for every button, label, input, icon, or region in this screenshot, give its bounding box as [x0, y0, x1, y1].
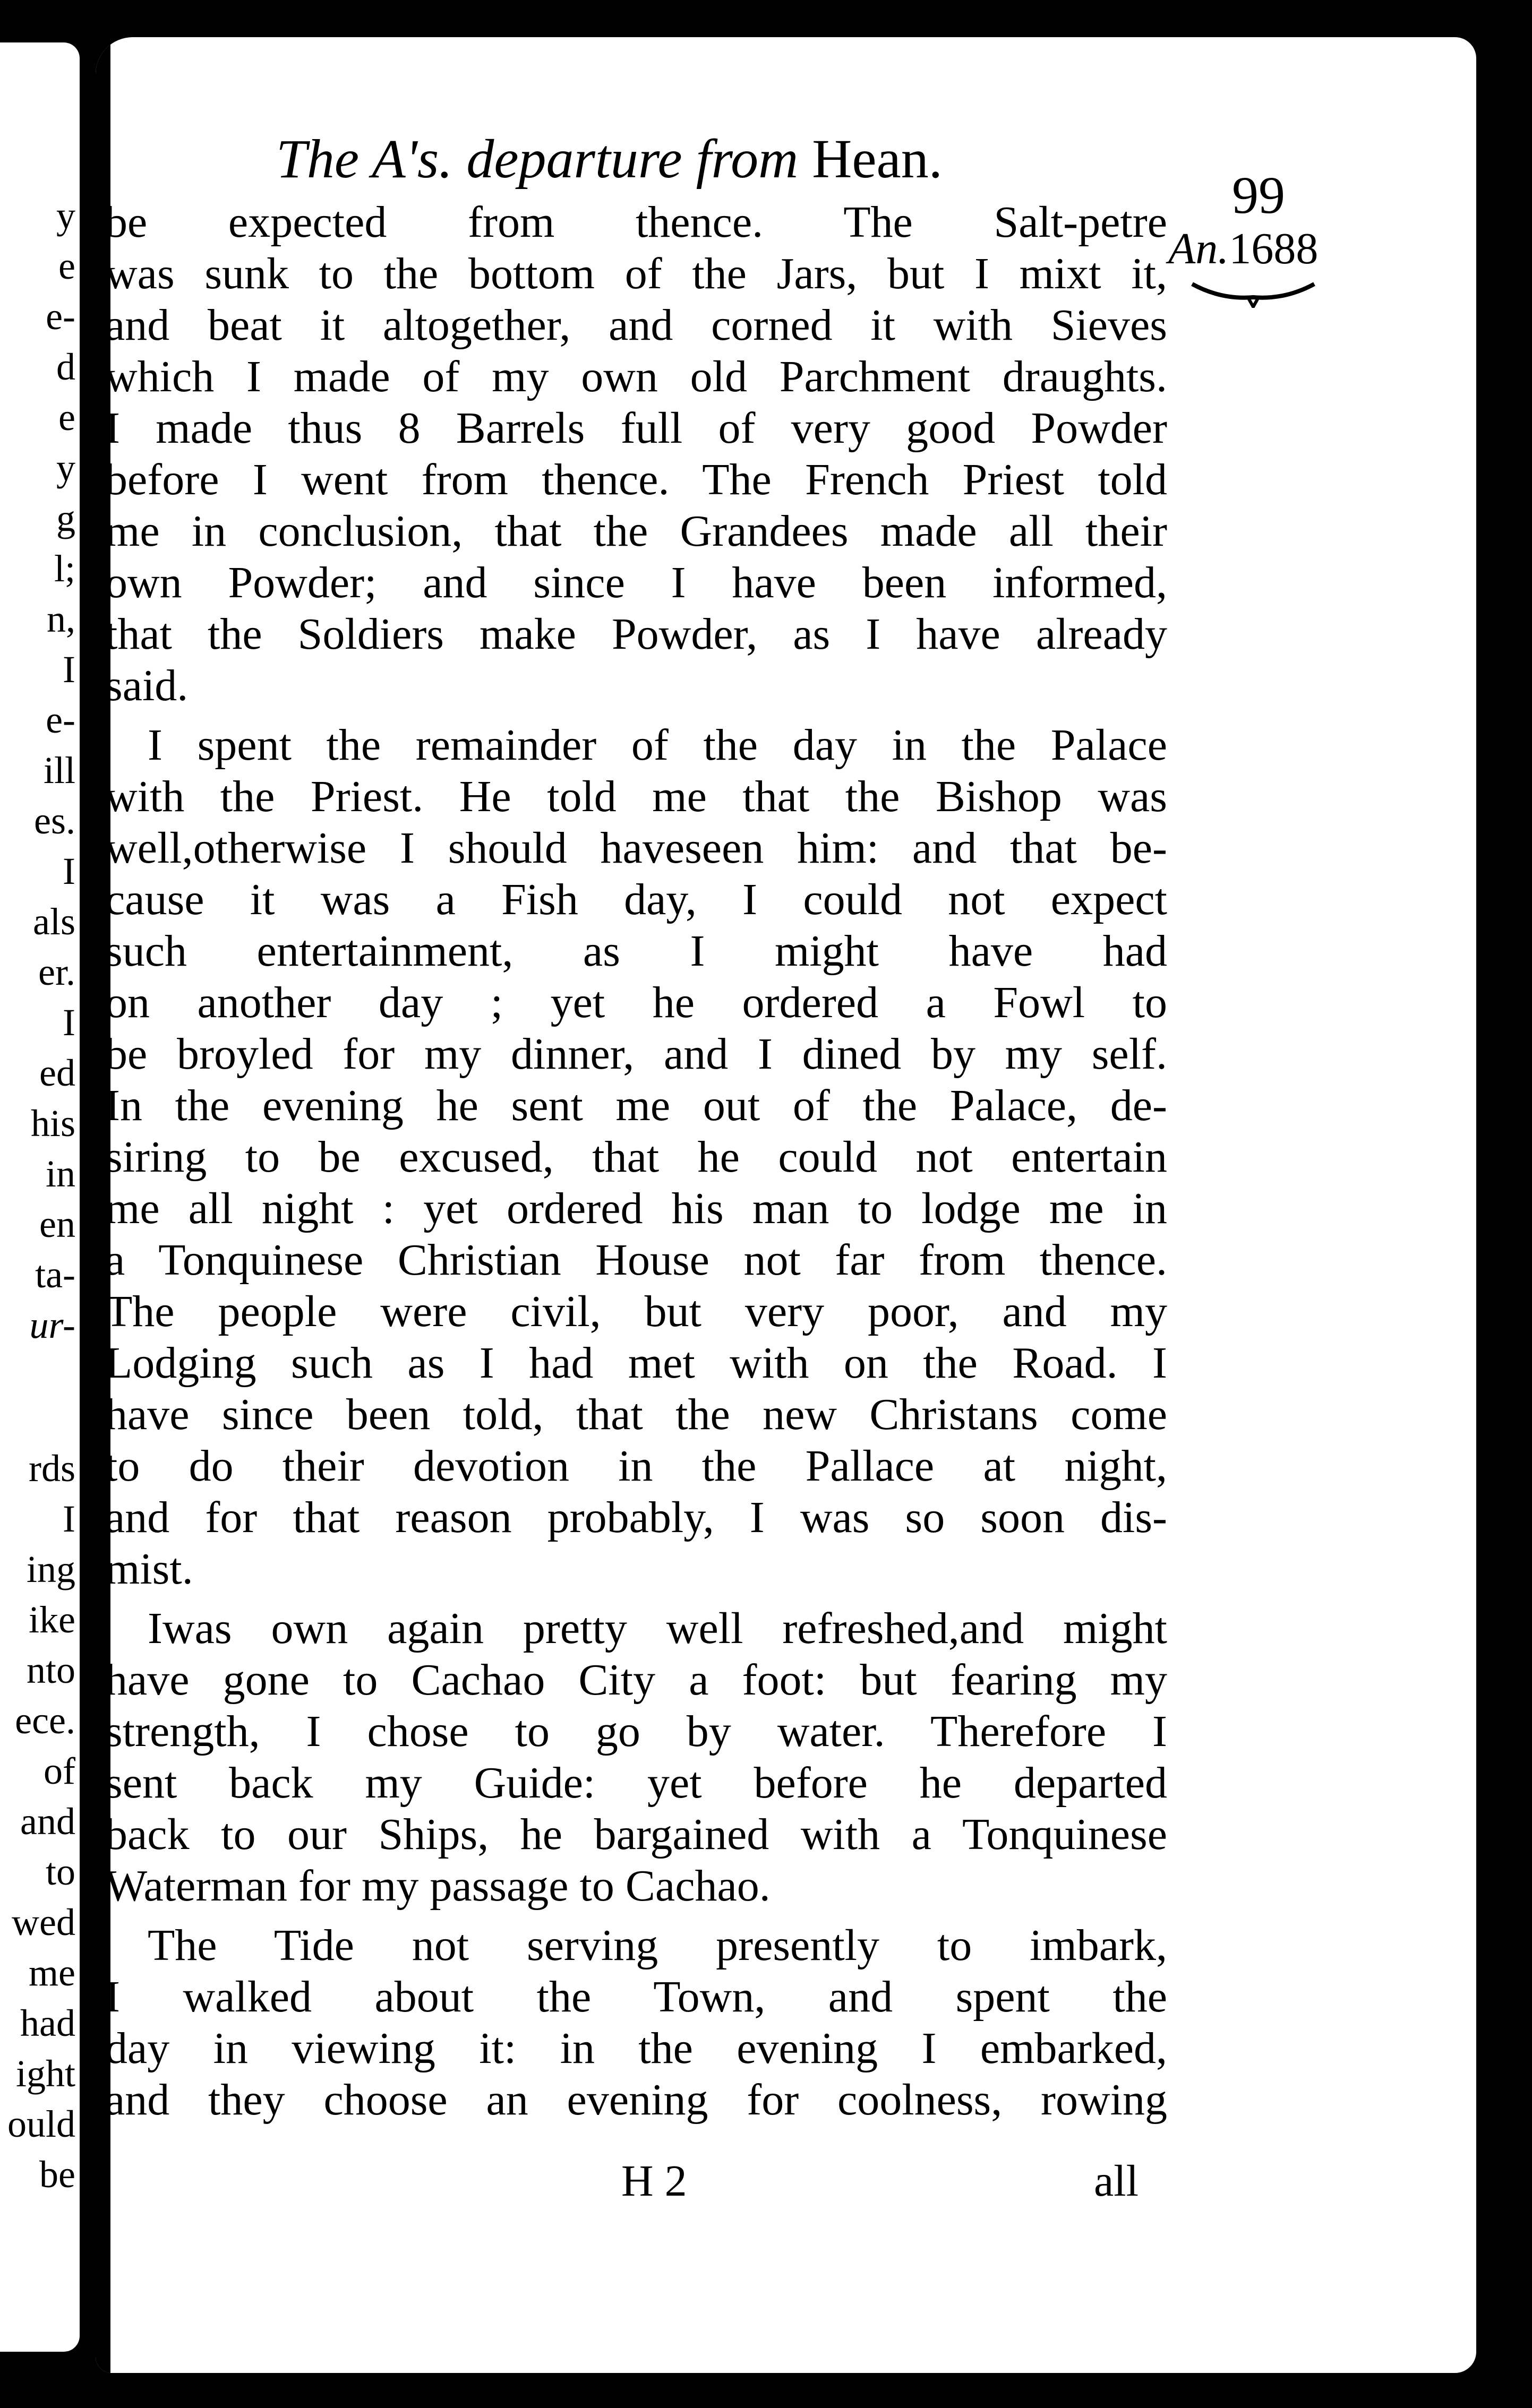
left-page-fragment: g [56, 497, 75, 539]
running-head-title: The A's. departure from [276, 128, 799, 190]
text-line: mist. [105, 1544, 193, 1594]
text-line: be broyled for my dinner, and I dined by my self. [105, 1029, 1167, 1079]
left-page-fragment: als [33, 900, 75, 943]
left-page-fragment: l; [54, 547, 75, 590]
text-line: said. [105, 661, 189, 710]
left-page-fragment: be [39, 2153, 75, 2196]
page-number: 99 [1232, 166, 1285, 225]
left-page-fragment: y [56, 194, 75, 237]
text-line: and for that reason probably, I was so soon dis- [105, 1493, 1167, 1542]
left-page-fragment: ta- [35, 1253, 75, 1296]
left-page-fragment: to [45, 1851, 75, 1893]
text-line: that the Soldiers make Powder, as I have already [105, 609, 1167, 659]
left-page-fragment: e [58, 396, 75, 438]
left-page-fragment: I [63, 1498, 75, 1540]
margin-year: 1688 [1229, 224, 1319, 273]
left-page-fragment: en [39, 1203, 75, 1245]
text-line: and beat it altogether, and corned it with Sieves [105, 300, 1167, 350]
left-page-fragment: ike [29, 1598, 75, 1641]
text-line: Lodging such as I had met with on the Road. I [105, 1338, 1167, 1388]
text-line: Waterman for my passage to Cachao. [105, 1861, 771, 1911]
text-line: well,otherwise I should haveseen him: and that be- [105, 823, 1167, 873]
left-page-fragment: had [20, 2002, 75, 2044]
catchword: all [1094, 2156, 1139, 2206]
text-line: on another day ; yet he ordered a Fowl to [105, 978, 1167, 1027]
left-page-fragment: e [58, 245, 75, 287]
left-page-fragment: ece. [15, 1699, 75, 1742]
left-page-fragment: y [56, 446, 75, 489]
text-line: me in conclusion, that the Grandees made all their [105, 506, 1167, 556]
text-line: own Powder; and since I have been informed, [105, 558, 1167, 607]
left-page-fragment: and [20, 1800, 75, 1843]
text-line: which I made of my own old Parchment draughts. [105, 352, 1167, 401]
left-page-fragment: I [63, 850, 75, 892]
margin-brace-ornament [1189, 276, 1317, 308]
book-page [96, 37, 1476, 2373]
left-page-fragment: I [63, 1001, 75, 1044]
text-line: and they choose an evening for coolness, rowing [105, 2075, 1167, 2125]
left-page-fragment: wed [12, 1901, 75, 1943]
text-line: I made thus 8 Barrels full of very good Powder [105, 403, 1167, 453]
text-line: back to our Ships, he bargained with a Tonquinese [105, 1810, 1167, 1859]
text-line: The people were civil, but very poor, and my [105, 1287, 1167, 1336]
signature-mark: H 2 [621, 2156, 687, 2206]
left-page-fragment: ed [39, 1052, 75, 1094]
text-line: The Tide not serving presently to imbark, [148, 1921, 1167, 1970]
left-page-fragment: ing [26, 1548, 75, 1590]
margin-year-note [1168, 223, 1318, 274]
margin-year-prefix: An. [1168, 224, 1229, 273]
text-line: sent back my Guide: yet before he departed [105, 1758, 1167, 1808]
text-line: siring to be excused, that he could not entertain [105, 1132, 1167, 1182]
text-line: day in viewing it: in the evening I embarked, [105, 2024, 1167, 2073]
text-line: have gone to Cachao City a foot: but fearing my [105, 1655, 1167, 1705]
text-line: me all night : yet ordered his man to lodge me in [105, 1184, 1167, 1233]
left-page-fragment: I [63, 648, 75, 691]
left-page-fragment: ight [15, 2052, 75, 2095]
left-page-fragment: d [56, 346, 75, 388]
text-line: strength, I chose to go by water. Therefore I [105, 1707, 1167, 1756]
text-line: I spent the remainder of the day in the Palace [148, 720, 1167, 770]
text-line: with the Priest. He told me that the Bishop was [105, 772, 1167, 821]
left-page-fragment: es. [34, 799, 75, 842]
text-line: such entertainment, as I might have had [105, 926, 1167, 976]
running-head-place: Hean. [812, 128, 943, 190]
body-text [105, 196, 1167, 2126]
text-line: In the evening he sent me out of the Palace, de- [105, 1081, 1167, 1130]
text-line: cause it was a Fish day, I could not expect [105, 875, 1167, 924]
left-page-fragment: ur- [29, 1304, 75, 1346]
text-line: before I went from thence. The French Priest told [105, 455, 1167, 504]
running-head [276, 127, 943, 191]
left-page-fragment: in [45, 1153, 75, 1195]
left-page-fragment: e- [46, 699, 75, 741]
left-page-fragment: rds [29, 1447, 75, 1490]
left-page-fragment: of [44, 1750, 75, 1792]
left-page-fragment: ill [43, 749, 75, 792]
left-page-fragment: e- [46, 295, 75, 338]
text-line: a Tonquinese Christian House not far from thence. [105, 1235, 1167, 1285]
left-page-fragment: n, [47, 598, 75, 640]
left-page-fragment: ould [7, 2103, 75, 2145]
text-line: to do their devotion in the Pallace at night, [105, 1441, 1167, 1491]
text-line: was sunk to the bottom of the Jars, but I mixt it, [105, 249, 1167, 298]
left-page-fragment: me [29, 1951, 75, 1994]
left-page-fragment: nto [26, 1649, 75, 1691]
left-facing-page [0, 42, 80, 2352]
text-line: I walked about the Town, and spent the [105, 1972, 1167, 2022]
left-page-fragment: his [30, 1102, 75, 1145]
page-footer [96, 2155, 1168, 2208]
text-line: have since been told, that the new Christans come [105, 1390, 1167, 1439]
left-page-fragment: er. [38, 951, 75, 993]
text-line: Iwas own again pretty well refreshed,and might [148, 1604, 1167, 1653]
text-line: be expected from thence. The Salt-petre [105, 197, 1167, 247]
